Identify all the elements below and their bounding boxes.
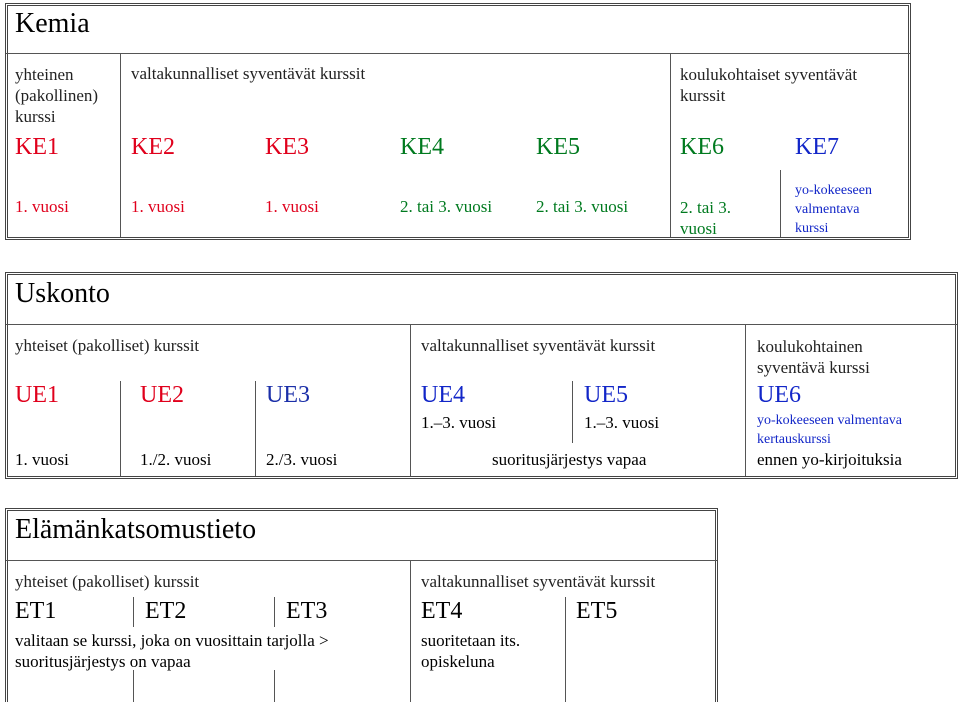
uskonto-col-divider-4 [572,381,573,443]
course-year-ue2: 1./2. vuosi [140,450,212,469]
uskonto-title-divider [6,324,957,325]
kemia-col-divider-3 [780,170,781,237]
course-code-ue2: UE2 [140,382,184,408]
et-header-yhteiset: yhteiset (pakolliset) kurssit [15,572,200,591]
et-col-divider-1b [133,670,134,702]
uskonto-col-divider-3 [410,325,411,476]
course-code-ke7: KE7 [795,134,839,160]
course-code-et3: ET3 [286,598,328,624]
course-code-ue1: UE1 [15,382,59,408]
uskonto-ue6-note: ennen yo-kirjoituksia [757,450,902,469]
uskonto-col-divider-2 [255,381,256,476]
kemia-col-divider-1 [120,54,121,237]
course-code-ke4: KE4 [400,134,444,160]
course-code-et5: ET5 [576,598,618,624]
uskonto-col-divider-5 [745,325,746,476]
kemia-title: Kemia [15,8,90,39]
uskonto-order-note: suoritusjärjestys vapaa [492,450,647,469]
course-year-ke7: yo-kokeeseen valmentava kurssi [795,183,872,236]
course-year-ke1: 1. vuosi [15,197,69,216]
course-code-et2: ET2 [145,598,187,624]
course-year-ue3: 2./3. vuosi [266,450,338,469]
uskonto-header-valtakunnalliset: valtakunnalliset syventävät kurssit [421,336,656,355]
et-col-divider-1 [133,597,134,627]
kemia-header-koulukohtaiset: koulukohtaiset syventävät kurssit [680,65,858,105]
uskonto-header-yhteiset: yhteiset (pakolliset) kurssit [15,336,200,355]
course-code-ke5: KE5 [536,134,580,160]
et-title: Elämänkatsomustieto [15,514,257,545]
kemia-col-divider-2 [670,54,671,237]
course-code-ke3: KE3 [265,134,309,160]
course-year-ue5: 1.–3. vuosi [584,413,660,432]
course-code-ue3: UE3 [266,382,310,408]
course-code-ue5: UE5 [584,382,628,408]
course-year-ue1: 1. vuosi [15,450,69,469]
et-title-divider [6,560,717,561]
et-col-divider-4 [565,597,566,702]
course-code-ue6: UE6 [757,382,801,408]
course-year-ke6: 2. tai 3. vuosi [680,198,731,238]
kemia-header-yhteinen: yhteinen (pakollinen) kurssi [15,65,99,126]
course-year-ke3: 1. vuosi [265,197,319,216]
course-year-ke5: 2. tai 3. vuosi [536,197,629,216]
et-col-divider-3 [410,561,411,702]
et-note-yhteiset: valitaan se kurssi, joka on vuosittain tarjolla > suoritusjärjestys on vapaa [15,631,329,671]
et-col-divider-2 [274,597,275,627]
uskonto-col-divider-1 [120,381,121,476]
et-col-divider-2b [274,670,275,702]
course-year-ue4: 1.–3. vuosi [421,413,497,432]
course-code-ke2: KE2 [131,134,175,160]
course-year-ue6: yo-kokeeseen valmentava kertauskurssi [757,413,902,447]
kemia-header-valtakunnalliset: valtakunnalliset syventävät kurssit [131,64,366,83]
et-note-valtakunnalliset: suoritetaan its. opiskeluna [421,631,521,671]
kemia-title-divider [6,53,910,54]
uskonto-title: Uskonto [15,278,110,309]
course-year-ke2: 1. vuosi [131,197,185,216]
course-code-ke6: KE6 [680,134,724,160]
course-code-et1: ET1 [15,598,57,624]
course-code-ke1: KE1 [15,134,59,160]
uskonto-header-koulukohtainen: koulukohtainen syventävä kurssi [757,337,870,377]
course-code-et4: ET4 [421,598,463,624]
course-year-ke4: 2. tai 3. vuosi [400,197,493,216]
et-header-valtakunnalliset: valtakunnalliset syventävät kurssit [421,572,656,591]
course-code-ue4: UE4 [421,382,465,408]
